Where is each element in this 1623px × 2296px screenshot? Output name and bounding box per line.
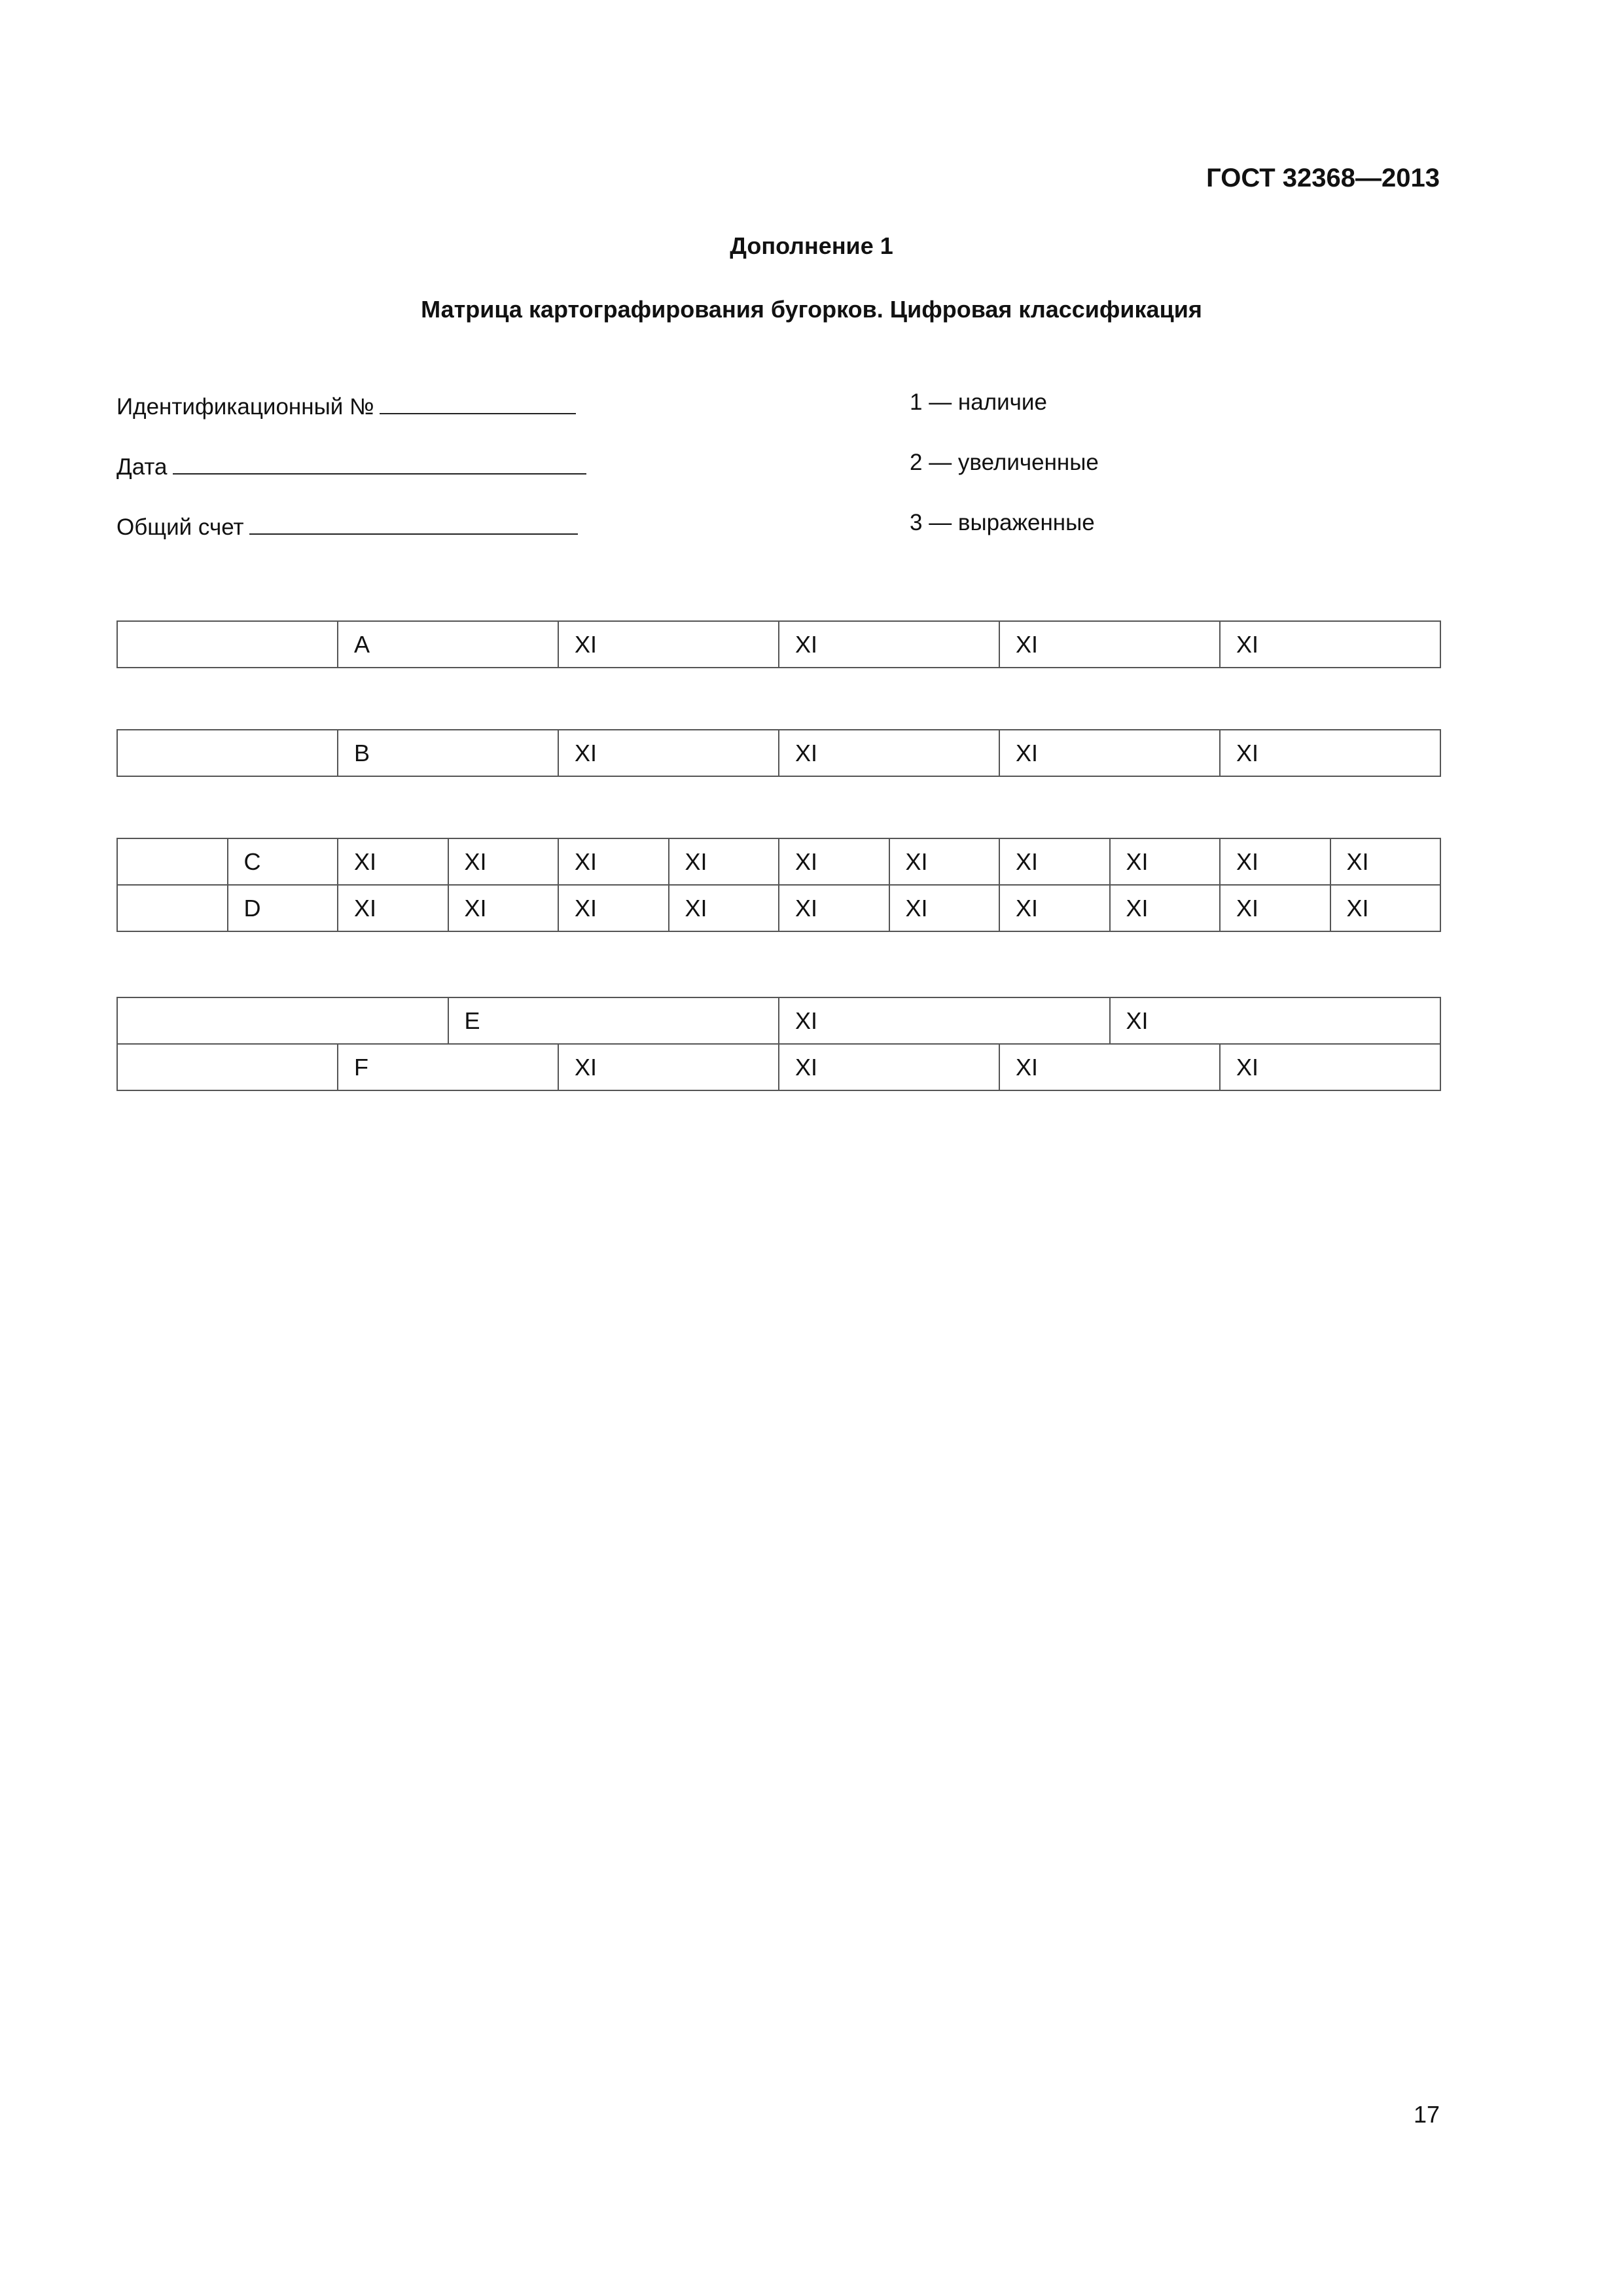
total-score-field xyxy=(116,510,578,541)
matrix-cell: XI xyxy=(999,838,1110,885)
matrix-cell: XI xyxy=(779,730,999,776)
table-row xyxy=(117,838,1440,885)
table-row xyxy=(117,1044,1440,1090)
matrix-cell: XI xyxy=(558,1044,779,1090)
matrix-cell: XI xyxy=(999,621,1220,668)
matrix-cell: XI xyxy=(779,1044,999,1090)
matrix-cell: XI xyxy=(1220,621,1440,668)
matrix-cell: XI xyxy=(1220,885,1330,931)
matrix-cell: XI xyxy=(558,838,669,885)
legend-item-2: 2 — увеличенные xyxy=(910,450,1099,475)
empty-cell xyxy=(117,730,338,776)
matrix-cell: XI xyxy=(338,885,448,931)
standard-code: ГОСТ 32368—2013 xyxy=(1206,164,1440,192)
matrix-table-a xyxy=(116,620,1441,668)
row-label: C xyxy=(228,838,338,885)
table-row xyxy=(117,621,1440,668)
matrix-table-cd xyxy=(116,838,1441,932)
matrix-cell: XI xyxy=(1220,838,1330,885)
id-number-input-line[interactable] xyxy=(380,389,576,414)
matrix-cell: XI xyxy=(338,838,448,885)
appendix-label: Дополнение 1 xyxy=(730,232,893,259)
row-label: B xyxy=(338,730,558,776)
row-label: E xyxy=(448,997,779,1044)
empty-cell xyxy=(117,885,228,931)
matrix-cell: XI xyxy=(558,730,779,776)
table-row xyxy=(117,885,1440,931)
matrix-cell: XI xyxy=(1220,730,1440,776)
matrix-cell: XI xyxy=(1330,838,1441,885)
matrix-table-ef xyxy=(116,997,1441,1091)
table-row xyxy=(117,730,1440,776)
matrix-cell: XI xyxy=(669,838,779,885)
empty-cell xyxy=(117,621,338,668)
date-input-line[interactable] xyxy=(173,450,586,475)
matrix-cell: XI xyxy=(1110,997,1441,1044)
matrix-cell: XI xyxy=(999,885,1110,931)
empty-cell xyxy=(117,997,448,1044)
matrix-cell: XI xyxy=(448,885,559,931)
matrix-cell: XI xyxy=(999,1044,1220,1090)
matrix-cell: XI xyxy=(669,885,779,931)
appendix-title: Матрица картографирования бугорков. Цифровая классификация xyxy=(421,296,1202,323)
empty-cell xyxy=(117,1044,338,1090)
matrix-cell: XI xyxy=(558,885,669,931)
id-number-label: Идентификационный № xyxy=(116,394,374,420)
matrix-cell: XI xyxy=(1110,838,1221,885)
matrix-cell: XI xyxy=(779,885,889,931)
id-number-field xyxy=(116,389,576,420)
row-label: A xyxy=(338,621,558,668)
date-label: Дата xyxy=(116,454,168,480)
matrix-cell: XI xyxy=(779,838,889,885)
matrix-cell: XI xyxy=(1110,885,1221,931)
total-score-input-line[interactable] xyxy=(249,510,578,535)
matrix-cell: XI xyxy=(1220,1044,1440,1090)
table-row xyxy=(117,997,1440,1044)
matrix-cell: XI xyxy=(558,621,779,668)
total-score-label: Общий счет xyxy=(116,514,244,540)
matrix-cell: XI xyxy=(889,838,1000,885)
row-label: F xyxy=(338,1044,558,1090)
matrix-cell: XI xyxy=(999,730,1220,776)
legend-item-1: 1 — наличие xyxy=(910,389,1047,415)
page-number: 17 xyxy=(1413,2101,1440,2128)
matrix-cell: XI xyxy=(889,885,1000,931)
row-label: D xyxy=(228,885,338,931)
matrix-table-b xyxy=(116,729,1441,777)
date-field xyxy=(116,450,586,480)
matrix-cell: XI xyxy=(779,997,1110,1044)
matrix-cell: XI xyxy=(1330,885,1441,931)
matrix-cell: XI xyxy=(779,621,999,668)
legend-item-3: 3 — выраженные xyxy=(910,510,1095,535)
matrix-cell: XI xyxy=(448,838,559,885)
empty-cell xyxy=(117,838,228,885)
